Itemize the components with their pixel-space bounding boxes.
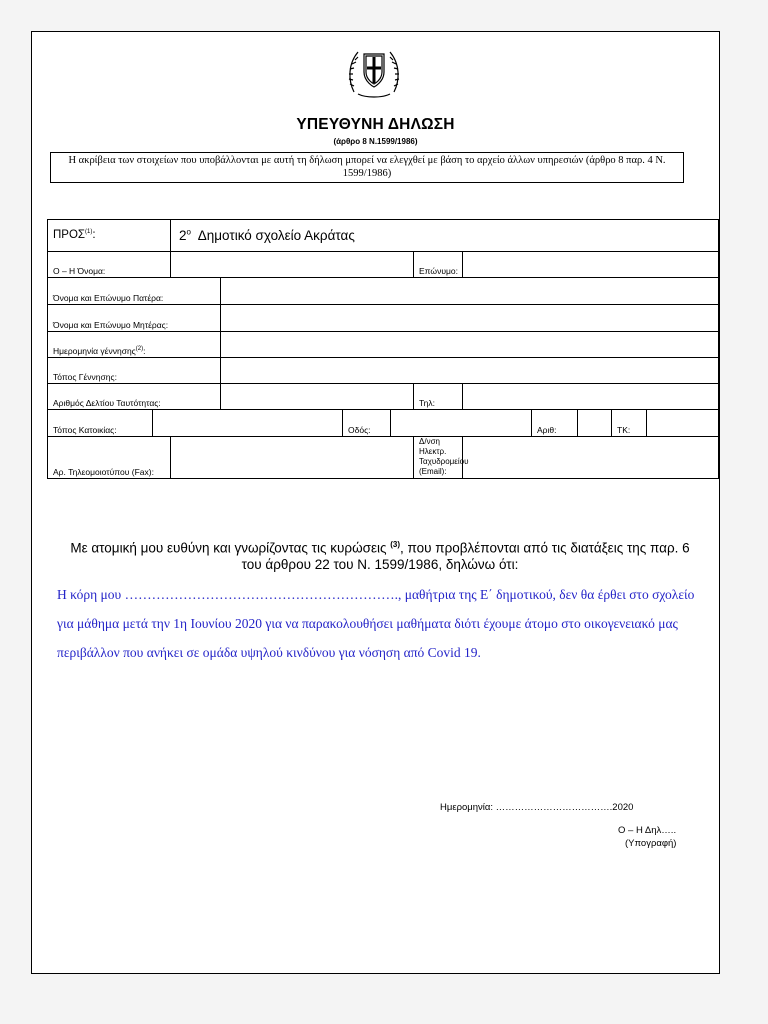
document-title: ΥΠΕΥΘΥΝΗ ΔΗΛΩΣΗ: [296, 116, 455, 133]
form-row-recipient: [48, 220, 719, 252]
postcode-label: ΤΚ:: [612, 410, 647, 437]
street-field[interactable]: [391, 410, 532, 437]
form-row-address: [48, 410, 719, 437]
first-name-label: Ο – Η Όνομα:: [48, 252, 171, 278]
birthplace-label: Τόπος Γέννησης:: [48, 358, 221, 384]
recipient-field[interactable]: $2^o$ Δημοτικό σχολείο Ακράτας: [171, 220, 719, 252]
street-number-field[interactable]: [578, 410, 612, 437]
fax-label: Αρ. Τηλεομοιοτύπου (Fax):: [48, 437, 171, 479]
surname-field[interactable]: [463, 252, 719, 278]
phone-label: Τηλ:: [414, 384, 463, 410]
mother-name-label: Όνομα και Επώνυμο Μητέρας:: [48, 305, 221, 332]
fax-field[interactable]: [171, 437, 414, 479]
email-field[interactable]: [463, 437, 719, 479]
phone-field[interactable]: [463, 384, 719, 410]
postcode-field[interactable]: [647, 410, 719, 437]
street-label: Οδός:: [343, 410, 391, 437]
form-row-mother: [48, 305, 719, 332]
surname-label: Επώνυμο:: [414, 252, 463, 278]
form-row-contact: [48, 437, 719, 479]
signer-name: Ο – Η Δηλ…..: [618, 825, 677, 836]
form-row-birthplace: [48, 358, 719, 384]
birthdate-field[interactable]: [221, 332, 719, 358]
birthplace-field[interactable]: [221, 358, 719, 384]
id-number-field[interactable]: [221, 384, 414, 410]
father-name-label: Όνομα και Επώνυμο Πατέρα:: [48, 278, 221, 305]
form-row-name: [48, 252, 719, 278]
accuracy-note: Η ακρίβεια των στοιχείων που υποβάλλονται με αυτή τη δήλωση μπορεί να ελεγχθεί με βάση το αρχείο άλλων υπηρεσιών (άρθρο 8 παρ. 4 Ν. 1599/1986): [50, 152, 684, 183]
residence-field[interactable]: [153, 410, 343, 437]
form-row-id: [48, 384, 719, 410]
declaration-page: [31, 31, 720, 974]
id-number-label: Αριθμός Δελτίου Ταυτότητας:: [48, 384, 221, 410]
declaration-intro: Με ατομική μου ευθύνη και γνωρίζοντας τις κυρώσεις $^{(3)}$, που προβλέπονται από τις διατάξεις της παρ. 6 του άρθρου 22 του Ν. 1599/1986, δηλώνω ότι:: [70, 540, 690, 572]
declaration-body[interactable]: Η κόρη μου ……………………………………………………., μαθήτρια της Ε΄ δημοτικού, δεν θα έρθει στο σχολείο για μάθημα μετά την 1η Ιουνίου 2020 για να παρακολουθήσει μαθήματα διότι έχουμε άτομο στο οικογενειακό μας περιβάλλον που ανήκει σε ομάδα υψηλού κινδύνου για νόσηση από Covid 19.: [57, 587, 695, 660]
residence-label: Τόπος Κατοικίας:: [48, 410, 153, 437]
signature-label: (Υπογραφή): [625, 838, 677, 849]
first-name-field[interactable]: [171, 252, 414, 278]
street-number-label: Αριθ:: [532, 410, 578, 437]
birthdate-label: Ημερομηνία γέννησης$^{(2)}$:: [48, 332, 221, 358]
declaration-form: [47, 219, 719, 479]
form-row-birthdate: [48, 332, 719, 358]
date-line: Ημερομηνία: ……………………………….2020: [440, 802, 634, 813]
email-label: Δ/νση Ηλεκτρ. Ταχυδρομείου (Email):: [414, 437, 463, 479]
mother-name-field[interactable]: [221, 305, 719, 332]
greek-coat-of-arms-icon: [344, 42, 404, 102]
document-subtitle: (άρθρο 8 Ν.1599/1986): [333, 137, 418, 146]
form-row-father: [48, 278, 719, 305]
father-name-field[interactable]: [221, 278, 719, 305]
recipient-label: ΠΡΟΣ$^{(1)}$:: [48, 220, 171, 252]
